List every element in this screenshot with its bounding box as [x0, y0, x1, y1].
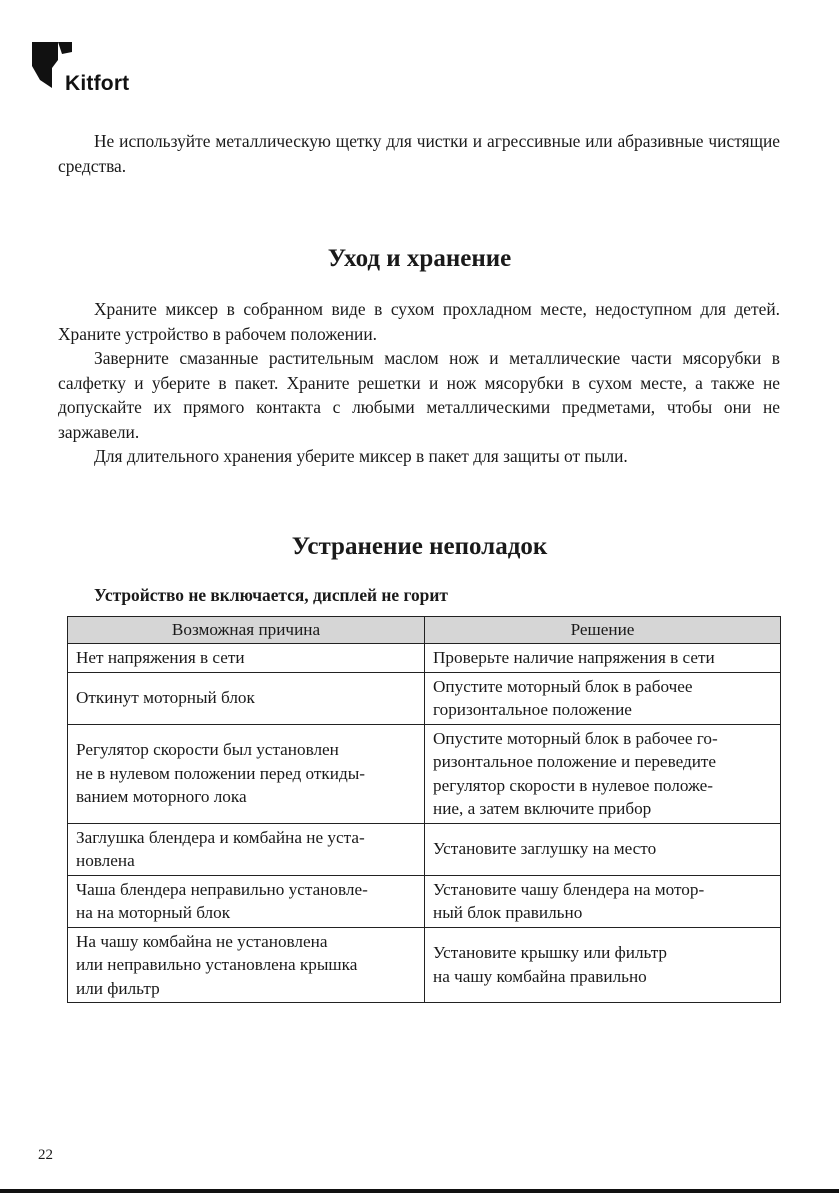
solution-cell: Установите крышку или фильтр на чашу комбайна правильно	[425, 927, 781, 1003]
column-header-solution: Решение	[425, 617, 781, 644]
table-row	[68, 724, 781, 823]
column-header-cause: Возможная причина	[68, 617, 425, 644]
troubleshooting-table	[67, 616, 781, 1003]
table-header-row	[68, 617, 781, 644]
brand-name: Kitfort	[65, 72, 130, 95]
table-row	[68, 672, 781, 724]
table-row	[68, 823, 781, 875]
problem-heading: Устройство не включается, дисплей не горит	[94, 585, 448, 605]
solution-cell: Опустите моторный блок в рабочее горизонтальное положение	[425, 672, 781, 724]
cause-cell: Заглушка блендера и комбайна не уста- новлена	[68, 823, 425, 875]
cause-cell: Нет напряжения в сети	[68, 644, 425, 673]
cause-cell: Чаша блендера неправильно установле- на на моторный блок	[68, 875, 425, 927]
cause-cell: Откинут моторный блок	[68, 672, 425, 724]
cause-cell: Регулятор скорости был установлен не в нулевом положении перед откиды- ванием моторного лока	[68, 724, 425, 823]
page-number: 22	[38, 1147, 53, 1163]
cause-cell: На чашу комбайна не установлена или неправильно установлена крышка или фильтр	[68, 927, 425, 1003]
intro-paragraph: Не используйте металлическую щетку для чистки и агрессивные или абразивные чистящие средства.	[58, 131, 780, 176]
table-row	[68, 644, 781, 673]
solution-cell: Проверьте наличие напряжения в сети	[425, 644, 781, 673]
solution-cell: Установите заглушку на место	[425, 823, 781, 875]
solution-cell: Опустите моторный блок в рабочее го- ризонтальное положение и переведите регулятор скорости в нулевое положе- ние, а затем включите прибор	[425, 724, 781, 823]
care-paragraph-1: Храните миксер в собранном виде в сухом прохладном месте, недоступном для детей. Храните устройство в рабочем положении.	[58, 299, 780, 344]
kitfort-logo	[32, 40, 142, 96]
solution-cell: Установите чашу блендера на мотор- ный блок правильно	[425, 875, 781, 927]
care-section-title: Уход и хранение	[327, 245, 512, 272]
table-row	[68, 875, 781, 927]
troubleshooting-title: Устранение неполадок	[291, 533, 548, 560]
bottom-rule	[0, 1189, 839, 1193]
care-paragraph-2: Заверните смазанные растительным маслом нож и металлические части мясорубки в салфетку и уберите в пакет. Храните решетки и нож мясорубки в сухом месте, а также не допускайте их прямого контакта с любыми металлическими предметами, чтобы они не заржавели.	[58, 348, 780, 442]
table-row	[68, 927, 781, 1003]
care-paragraph-3: Для длительного хранения уберите миксер в пакет для защиты от пыли.	[94, 446, 628, 466]
